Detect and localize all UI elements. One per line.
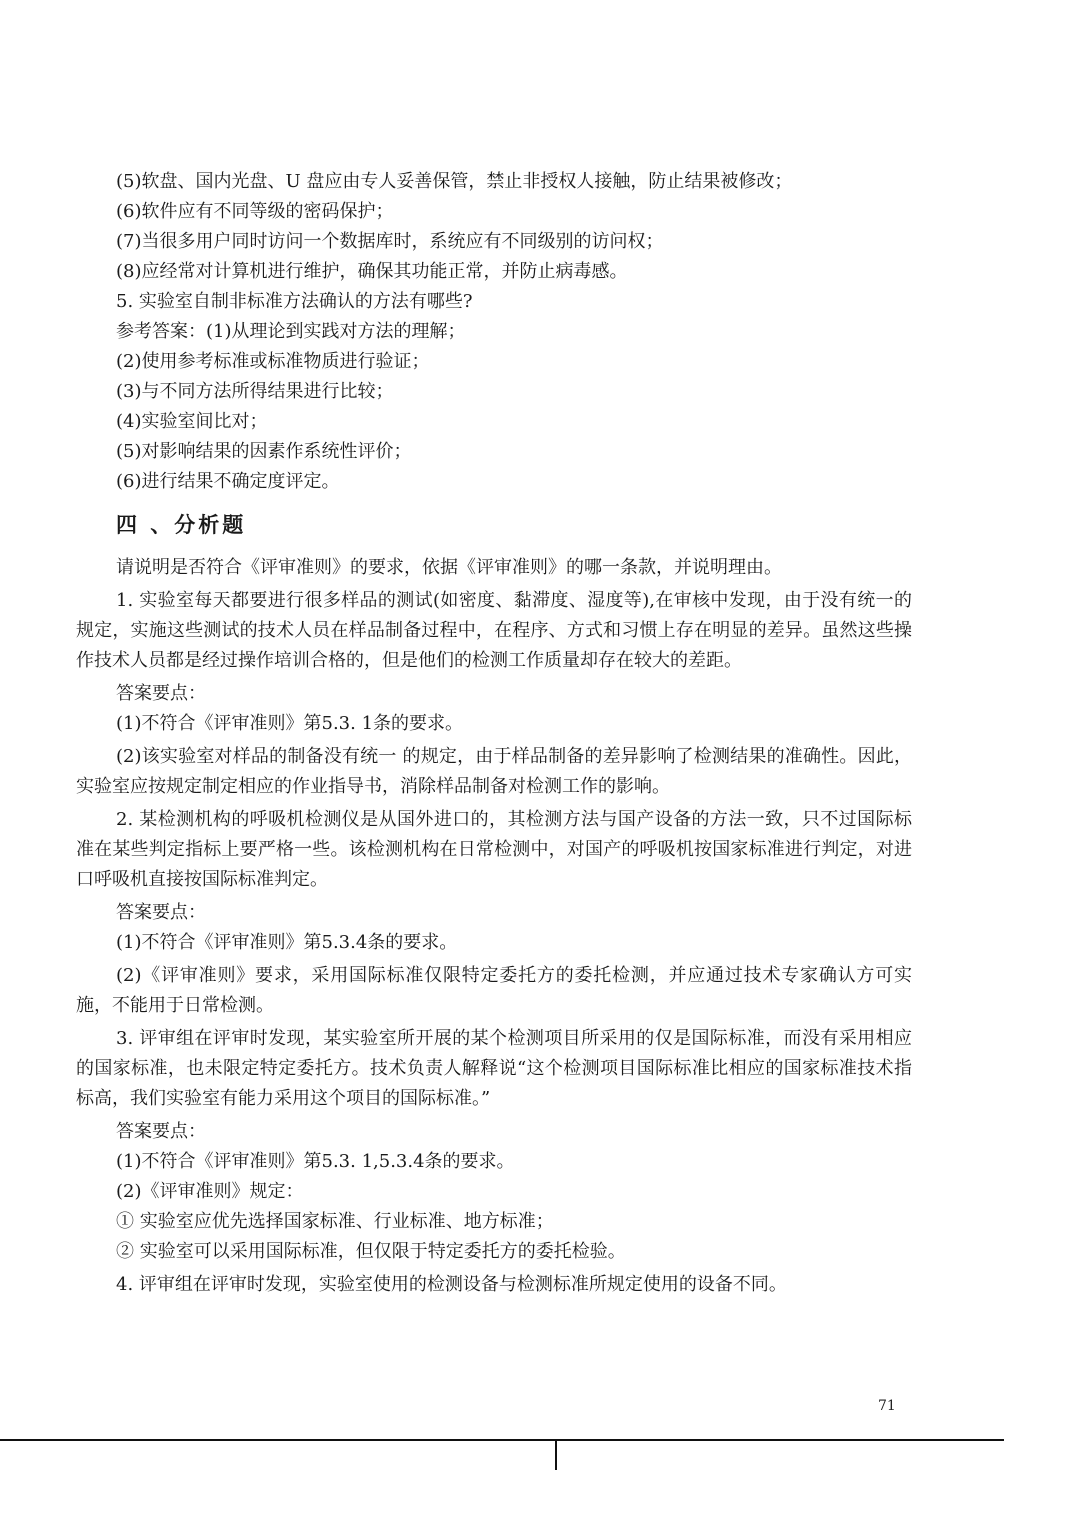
question-paragraph: 2. 某检测机构的呼吸机检测仪是从国外进口的，其检测方法与国产设备的方法一致，只不过国际标准在某些判定指标上要严格一些。该检测机构在日常检测中，对国产的呼吸机按国家标准进行判定，对进口呼吸机直接按国际标准判定。	[76, 809, 912, 890]
answer-line: (4)实验室间比对；	[116, 411, 268, 432]
section-heading: 四 、分析题	[116, 513, 247, 537]
answer-point: (2)《评审准则》规定：	[116, 1181, 304, 1202]
question-paragraph: 4. 评审组在评审时发现，实验室使用的检测设备与检测标准所规定使用的设备不同。	[116, 1274, 787, 1295]
answer-line: 参考答案：(1)从理论到实践对方法的理解；	[116, 321, 466, 342]
answer-line: (5)对影响结果的因素作系统性评价；	[116, 441, 412, 462]
list-item: (6)软件应有不同等级的密码保护；	[116, 201, 394, 222]
answer-point: (1)不符合《评审准则》第5.3.4条的要求。	[116, 932, 458, 953]
page-number: 71	[878, 1398, 896, 1414]
answer-line: (2)使用参考标准或标准物质进行验证；	[116, 351, 430, 372]
answer-paragraph: (2)该实验室对样品的制备没有统一 的规定，由于样品制备的差异影响了检测结果的准确性。因此，实验室应按规定制定相应的作业指导书，消除样品制备对检测工作的影响。	[76, 746, 912, 797]
answer-subpoint: ② 实验室可以采用国际标准，但仅限于特定委托方的委托检验。	[116, 1241, 626, 1262]
answer-label: 答案要点：	[116, 902, 206, 923]
footer-tick	[555, 1440, 557, 1470]
answer-line: (3)与不同方法所得结果进行比较；	[116, 381, 394, 402]
question-paragraph: 1. 实验室每天都要进行很多样品的测试(如密度、黏滞度、湿度等),在审核中发现，由于没有统一的规定，实施这些测试的技术人员在样品制备过程中，在程序、方式和习惯上存在明显的差异。虽然这些操作技术人员都是经过操作培训合格的，但是他们的检测工作质量却存在较大的差距。	[76, 590, 912, 671]
answer-point: (1)不符合《评审准则》第5.3. 1条的要求。	[116, 713, 464, 734]
list-item: (8)应经常对计算机进行维护，确保其功能正常，并防止病毒感。	[116, 261, 628, 282]
answer-subpoint: ① 实验室应优先选择国家标准、行业标准、地方标准；	[116, 1211, 554, 1232]
section-intro: 请说明是否符合《评审准则》的要求，依据《评审准则》的哪一条款，并说明理由。	[116, 557, 782, 578]
answer-label: 答案要点：	[116, 683, 206, 704]
answer-label: 答案要点：	[116, 1121, 206, 1142]
page-content	[76, 167, 912, 1300]
question-paragraph: 3. 评审组在评审时发现，某实验室所开展的某个检测项目所采用的仅是国际标准，而没有采用相应的国家标准，也未限定特定委托方。技术负责人解释说“这个检测项目国际标准比相应的国家标准技术指标高，我们实验室有能力采用这个项目的国际标准。”	[76, 1028, 912, 1109]
list-item: (5)软盘、国内光盘、U 盘应由专人妥善保管，禁止非授权人接触，防止结果被修改；	[116, 171, 793, 192]
answer-paragraph: (2)《评审准则》要求，采用国际标准仅限特定委托方的委托检测，并应通过技术专家确认方可实施，不能用于日常检测。	[76, 965, 912, 1016]
footer-rule	[0, 1439, 1004, 1441]
question-5: 5. 实验室自制非标准方法确认的方法有哪些?	[116, 291, 473, 312]
answer-line: (6)进行结果不确定度评定。	[116, 471, 340, 492]
answer-point: (1)不符合《评审准则》第5.3. 1,5.3.4条的要求。	[116, 1151, 515, 1172]
list-item: (7)当很多用户同时访问一个数据库时，系统应有不同级别的访问权；	[116, 231, 664, 252]
